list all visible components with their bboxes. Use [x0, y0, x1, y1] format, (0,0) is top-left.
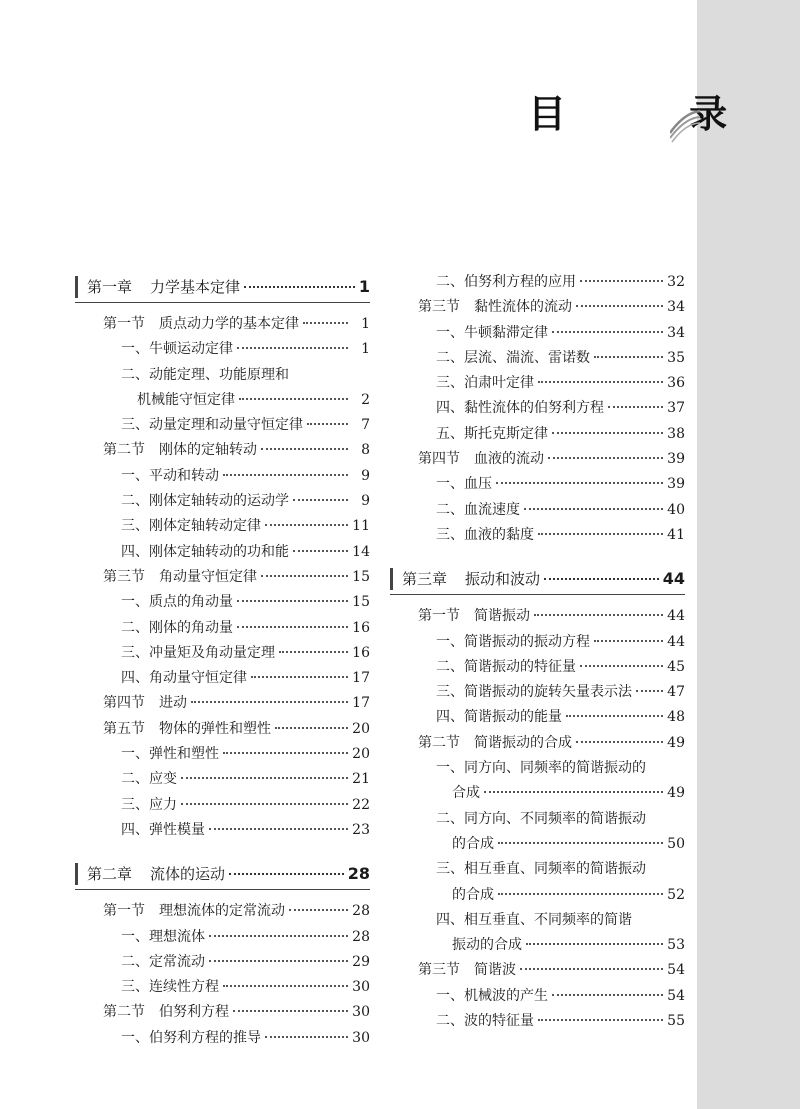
toc-subsection-entry[interactable] — [390, 680, 685, 705]
toc-section-entry[interactable] — [75, 565, 370, 590]
chapter-2-entries — [75, 899, 370, 1051]
entry-label: 一、伯努利方程的推导 — [121, 1029, 261, 1046]
chapter-1-entries — [75, 312, 370, 843]
chapter-number: 第二章 — [87, 865, 133, 884]
dot-leader — [293, 499, 348, 501]
entry-label: 振动的合成 — [452, 937, 522, 954]
entry-label: 第五节 物体的弹性和塑性 — [103, 720, 271, 737]
dot-leader — [594, 640, 663, 642]
entry-label: 第二节 简谐振动的合成 — [418, 734, 572, 751]
dot-leader — [209, 960, 348, 962]
entry-page: 22 — [352, 796, 370, 813]
entry-page: 23 — [352, 821, 370, 838]
entry-label: 二、应变 — [121, 771, 177, 788]
entry-page: 41 — [667, 526, 685, 543]
entry-page: 30 — [352, 979, 370, 996]
dot-leader — [209, 828, 348, 830]
toc-subsection-entry[interactable] — [75, 337, 370, 362]
toc-subsection-entry[interactable] — [75, 925, 370, 950]
entry-label: 一、同方向、同频率的简谐振动的 — [436, 760, 646, 777]
toc-subsection-entry[interactable] — [390, 933, 685, 958]
entry-label: 二、波的特征量 — [436, 1013, 534, 1030]
entry-label: 四、刚体定轴转动的功和能 — [121, 543, 289, 560]
toc-subsection-entry[interactable] — [390, 346, 685, 371]
dot-leader — [233, 1010, 348, 1012]
chapter-page: 28 — [347, 864, 370, 884]
toc-subsection-entry[interactable] — [75, 818, 370, 843]
entry-page: 35 — [667, 349, 685, 366]
toc-subsection-entry[interactable] — [75, 489, 370, 514]
entry-page: 50 — [667, 835, 685, 852]
toc-subsection-entry[interactable] — [390, 781, 685, 806]
dot-leader — [293, 550, 348, 552]
entry-label: 二、伯努利方程的应用 — [436, 274, 576, 290]
entry-page: 54 — [667, 987, 685, 1004]
entry-page: 54 — [667, 962, 685, 979]
entry-label: 合成 — [452, 785, 480, 802]
chapter-2-heading[interactable] — [75, 861, 370, 887]
dot-leader — [181, 803, 348, 805]
chapter-title: 流体的运动 — [150, 865, 226, 884]
chapter-page: 1 — [358, 277, 370, 296]
dot-leader — [265, 1036, 348, 1038]
toc-subsection-entry[interactable] — [390, 832, 685, 857]
entry-label: 第三节 黏性流体的流动 — [418, 299, 572, 316]
chapter-title: 振动和波动 — [465, 570, 541, 589]
entry-label: 二、动能定理、功能原理和 — [121, 366, 289, 383]
dot-leader — [576, 741, 663, 743]
toc-subsection-entry[interactable] — [75, 666, 370, 691]
toc-section-entry[interactable] — [75, 438, 370, 463]
entry-page: 55 — [667, 1013, 685, 1030]
entry-page: 15 — [352, 568, 370, 585]
entry-label: 二、同方向、不同频率的简谐振动 — [436, 810, 646, 827]
toc-subsection-entry[interactable] — [390, 908, 685, 933]
page-title: 目 录 — [528, 92, 783, 136]
entry-label: 五、斯托克斯定律 — [436, 425, 548, 442]
entry-label: 的合成 — [452, 886, 494, 903]
entry-label: 第一节 简谐振动 — [418, 608, 530, 625]
entry-page: 39 — [667, 476, 685, 493]
dot-leader — [538, 1019, 663, 1021]
toc-subsection-entry[interactable] — [390, 630, 685, 655]
toc-subsection-entry[interactable] — [390, 756, 685, 781]
dot-leader — [223, 985, 348, 987]
entry-page: 21 — [352, 771, 370, 788]
entry-label: 二、定常流动 — [121, 953, 205, 970]
toc-subsection-entry[interactable] — [75, 742, 370, 767]
toc-subsection-entry[interactable] — [75, 641, 370, 666]
dot-leader — [544, 578, 659, 580]
entry-page: 9 — [361, 467, 370, 484]
dot-leader — [275, 727, 348, 729]
toc-subsection-entry[interactable] — [75, 540, 370, 565]
entry-page: 38 — [667, 425, 685, 442]
entry-label: 四、简谐振动的能量 — [436, 709, 562, 726]
dot-leader — [223, 752, 348, 754]
toc-subsection-entry[interactable] — [390, 472, 685, 497]
entry-page: 7 — [361, 417, 370, 434]
entry-page: 29 — [352, 953, 370, 970]
entry-page: 16 — [352, 619, 370, 636]
toc-section-entry[interactable] — [390, 958, 685, 983]
dot-leader — [498, 842, 663, 844]
entry-label: 三、冲量矩及角动量定理 — [121, 644, 275, 661]
entry-page: 39 — [667, 451, 685, 468]
chapter-number: 第三章 — [402, 570, 448, 589]
entry-label: 三、简谐振动的旋转矢量表示法 — [436, 684, 632, 701]
title-swoosh-decoration — [670, 105, 700, 145]
entry-label: 二、血流速度 — [436, 501, 520, 518]
dot-leader — [520, 968, 663, 970]
toc-subsection-entry[interactable] — [75, 767, 370, 792]
dot-leader — [261, 575, 348, 577]
dot-leader — [538, 533, 663, 535]
chapter-number: 第一章 — [87, 278, 133, 296]
entry-label: 一、弹性和塑性 — [121, 746, 219, 763]
dot-leader — [191, 701, 348, 703]
entry-page: 30 — [352, 1004, 370, 1021]
dot-leader — [181, 777, 348, 779]
entry-page: 34 — [667, 324, 685, 341]
dot-leader — [244, 286, 355, 288]
entry-label: 第二节 刚体的定轴转动 — [103, 442, 257, 459]
entry-page: 1 — [361, 341, 370, 358]
chapter-title: 力学基本定律 — [150, 278, 241, 296]
toc-subsection-entry[interactable] — [75, 413, 370, 438]
entry-label: 第一节 理想流体的定常流动 — [103, 903, 285, 920]
toc-subsection-entry[interactable] — [390, 883, 685, 908]
entry-label: 一、血压 — [436, 476, 492, 493]
entry-label: 一、牛顿黏滞定律 — [436, 324, 548, 341]
chapter-1-heading[interactable] — [75, 274, 370, 300]
entry-label: 一、质点的角动量 — [121, 594, 233, 611]
entry-label: 一、简谐振动的振动方程 — [436, 633, 590, 650]
toc-section-entry[interactable] — [390, 295, 685, 320]
toc-subsection-entry[interactable] — [390, 422, 685, 447]
toc-section-entry[interactable] — [390, 447, 685, 472]
entry-page: 44 — [667, 608, 685, 625]
dot-leader — [265, 524, 348, 526]
entry-label: 三、血液的黏度 — [436, 526, 534, 543]
entry-label: 机械能守恒定律 — [137, 391, 235, 408]
toc-section-entry[interactable] — [75, 691, 370, 716]
entry-label: 第四节 血液的流动 — [418, 451, 544, 468]
dot-leader — [552, 994, 663, 996]
entry-page: 47 — [667, 684, 685, 701]
toc-subsection-entry[interactable] — [75, 616, 370, 641]
chapter-3-entries — [390, 604, 685, 1034]
entry-label: 二、简谐振动的特征量 — [436, 658, 576, 675]
entry-page: 20 — [352, 720, 370, 737]
toc-subsection-entry[interactable] — [75, 388, 370, 413]
dot-leader — [261, 448, 348, 450]
entry-page: 2 — [361, 391, 370, 408]
dot-leader — [289, 909, 348, 911]
entry-page: 49 — [667, 785, 685, 802]
toc-subsection-entry[interactable] — [75, 590, 370, 615]
toc-right-column — [390, 270, 685, 1034]
toc-subsection-entry[interactable] — [390, 523, 685, 548]
entry-label: 三、相互垂直、同频率的简谐振动 — [436, 861, 646, 878]
dot-leader — [548, 457, 663, 459]
entry-page: 8 — [361, 442, 370, 459]
dot-leader — [552, 432, 663, 434]
dot-leader — [209, 935, 348, 937]
entry-label: 一、平动和转动 — [121, 467, 219, 484]
entry-label: 第三节 简谐波 — [418, 962, 516, 979]
entry-label: 一、机械波的产生 — [436, 987, 548, 1004]
toc-section-entry[interactable] — [390, 604, 685, 629]
entry-label: 二、层流、湍流、雷诺数 — [436, 349, 590, 366]
entry-page: 9 — [361, 493, 370, 510]
entry-label: 一、理想流体 — [121, 928, 205, 945]
entry-label: 四、相互垂直、不同频率的简谐 — [436, 911, 632, 928]
entry-page: 1 — [361, 316, 370, 332]
entry-page: 30 — [352, 1029, 370, 1046]
entry-page: 37 — [667, 400, 685, 417]
entry-page: 17 — [352, 695, 370, 712]
entry-page: 17 — [352, 670, 370, 687]
entry-page: 28 — [352, 928, 370, 945]
entry-page: 49 — [667, 734, 685, 751]
side-bar — [697, 0, 800, 1109]
entry-label: 第四节 进动 — [103, 695, 187, 712]
toc-subsection-entry[interactable] — [390, 371, 685, 396]
dot-leader — [229, 873, 344, 875]
dot-leader — [538, 381, 663, 383]
chapter-page: 44 — [662, 569, 685, 589]
entry-page: 20 — [352, 746, 370, 763]
entry-label: 四、弹性模量 — [121, 821, 205, 838]
entry-label: 一、牛顿运动定律 — [121, 341, 233, 358]
dot-leader — [223, 474, 348, 476]
toc-subsection-entry[interactable] — [75, 363, 370, 388]
entry-page: 44 — [667, 633, 685, 650]
entry-label: 三、应力 — [121, 796, 177, 813]
toc-subsection-entry[interactable] — [75, 793, 370, 818]
entry-label: 四、黏性流体的伯努利方程 — [436, 400, 604, 417]
dot-leader — [580, 280, 663, 282]
toc-subsection-entry[interactable] — [390, 984, 685, 1009]
dot-leader — [552, 331, 663, 333]
entry-page: 32 — [667, 274, 685, 290]
entry-page: 14 — [352, 543, 370, 560]
dot-leader — [594, 356, 663, 358]
dot-leader — [580, 665, 663, 667]
toc-subsection-entry[interactable] — [390, 498, 685, 523]
entry-label: 的合成 — [452, 835, 494, 852]
entry-page: 40 — [667, 501, 685, 518]
dot-leader — [239, 398, 348, 400]
entry-page: 11 — [352, 518, 370, 535]
toc-subsection-entry[interactable] — [75, 1026, 370, 1051]
toc-subsection-entry[interactable] — [390, 1009, 685, 1034]
toc-subsection-entry[interactable] — [75, 975, 370, 1000]
toc-subsection-entry[interactable] — [390, 655, 685, 680]
entry-page: 45 — [667, 658, 685, 675]
entry-page: 53 — [667, 937, 685, 954]
dot-leader — [237, 600, 348, 602]
toc-left-column — [75, 270, 370, 1051]
dot-leader — [279, 651, 348, 653]
dot-leader — [498, 893, 663, 895]
toc-subsection-entry[interactable] — [390, 396, 685, 421]
entry-label: 四、角动量守恒定律 — [121, 670, 247, 687]
dot-leader — [576, 305, 663, 307]
entry-label: 三、连续性方程 — [121, 979, 219, 996]
dot-leader — [496, 482, 663, 484]
toc-section-entry[interactable] — [75, 1000, 370, 1025]
toc-section-entry[interactable] — [75, 717, 370, 742]
entry-page: 34 — [667, 299, 685, 316]
dot-leader — [484, 791, 663, 793]
toc-subsection-entry[interactable] — [75, 950, 370, 975]
toc-subsection-entry[interactable] — [390, 270, 685, 295]
toc-subsection-entry[interactable] — [390, 321, 685, 346]
entry-label: 三、泊肃叶定律 — [436, 375, 534, 392]
dot-leader — [636, 690, 663, 692]
entry-page: 16 — [352, 644, 370, 661]
entry-label: 二、刚体的角动量 — [121, 619, 233, 636]
toc-section-entry[interactable] — [75, 312, 370, 337]
dot-leader — [566, 715, 663, 717]
dot-leader — [526, 943, 663, 945]
dot-leader — [534, 614, 663, 616]
chapter-2-entries-continued — [390, 270, 685, 548]
toc-subsection-entry[interactable] — [75, 464, 370, 489]
entry-page: 48 — [667, 709, 685, 726]
entry-label: 三、刚体定轴转动定律 — [121, 518, 261, 535]
entry-label: 三、动量定理和动量守恒定律 — [121, 417, 303, 434]
dot-leader — [251, 676, 348, 678]
toc-subsection-entry[interactable] — [390, 705, 685, 730]
dot-leader — [524, 508, 663, 510]
toc-section-entry[interactable] — [75, 899, 370, 924]
dot-leader — [608, 406, 663, 408]
toc-subsection-entry[interactable] — [390, 807, 685, 832]
entry-label: 第一节 质点动力学的基本定律 — [103, 316, 299, 332]
entry-label: 二、刚体定轴转动的运动学 — [121, 493, 289, 510]
toc-subsection-entry[interactable] — [75, 514, 370, 539]
entry-page: 15 — [352, 594, 370, 611]
toc-subsection-entry[interactable] — [390, 857, 685, 882]
entry-page: 28 — [352, 903, 370, 920]
dot-leader — [237, 347, 348, 349]
dot-leader — [303, 322, 348, 324]
dot-leader — [307, 423, 348, 425]
entry-page: 36 — [667, 375, 685, 392]
entry-label: 第二节 伯努利方程 — [103, 1004, 229, 1021]
toc-section-entry[interactable] — [390, 731, 685, 756]
chapter-3-heading[interactable] — [390, 566, 685, 592]
dot-leader — [237, 626, 348, 628]
entry-label: 第三节 角动量守恒定律 — [103, 568, 257, 585]
entry-page: 52 — [667, 886, 685, 903]
